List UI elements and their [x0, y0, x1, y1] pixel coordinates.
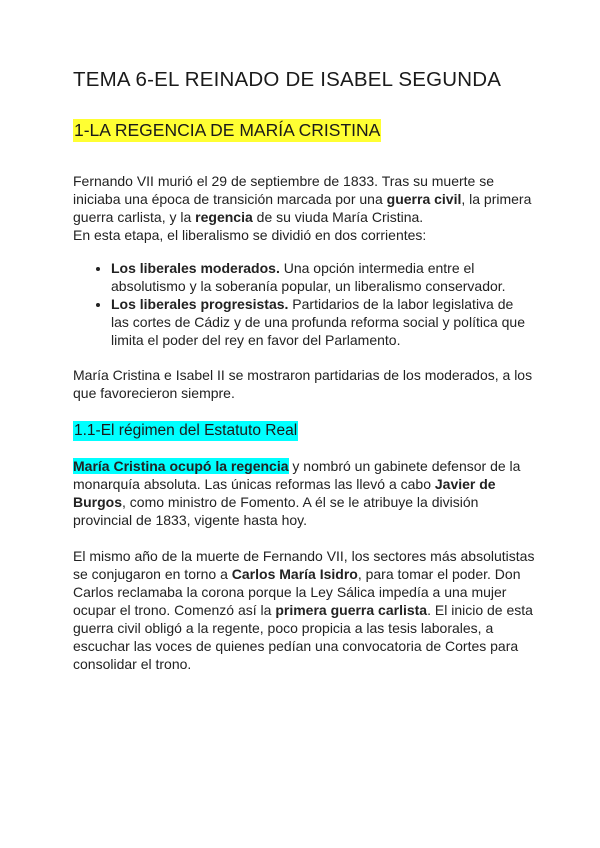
bold-regencia: regencia	[195, 209, 253, 225]
list-item	[111, 259, 535, 295]
bold-javier-de-burgos: Javier de Burgos	[73, 476, 496, 510]
bold-primera-guerra-carlista: primera guerra carlista	[275, 602, 428, 618]
liberal-currents-list	[73, 259, 535, 349]
bold-carlos-maria-isidro: Carlos María Isidro	[231, 566, 358, 582]
text-run: , para tomar el poder. Don Carlos reclamaba la corona porque la Ley Sálica impedía a una mujer ocupar el trono. Comenzó así la	[73, 566, 521, 618]
text-run: Una opción intermedia entre el absolutismo y la soberanía popular, un liberalismo conservador.	[111, 260, 506, 294]
bold-progresistas: Los liberales progresistas.	[111, 296, 289, 312]
text-run: Fernando VII murió el 29 de septiembre de 1833. Tras su muerte se iniciaba una época de transición marcada por una	[73, 173, 495, 207]
text-run: de su viuda María Cristina.	[252, 209, 424, 225]
bold-moderados: Los liberales moderados.	[111, 260, 280, 276]
bold-highlight-regencia: María Cristina ocupó la regencia	[73, 458, 289, 474]
text-run: y nombró un gabinete defensor de la monarquía absoluta. Las únicas reformas las llevó a cabo	[73, 458, 521, 492]
text-run: . El inicio de esta guerra civil obligó a la regente, poco propicia a las tesis laborales, a escuchar las voces de quienes pedían una convocatoria de Cortes para consolidar el trono.	[73, 602, 533, 672]
bold-guerra-civil: guerra civil	[386, 191, 462, 207]
text-run: El mismo año de la muerte de Fernando VII, los sectores más absolutistas se conjugaron en torno a	[73, 548, 535, 582]
paragraph-carlismo	[73, 547, 535, 673]
document-title: TEMA 6-EL REINADO DE ISABEL SEGUNDA	[73, 68, 502, 91]
list-item	[111, 295, 535, 349]
text-run: , como ministro de Fomento. A él se le atribuye la división provincial de 1833, vigente hasta hoy.	[73, 494, 479, 528]
document-page	[73, 68, 535, 673]
paragraph-intro	[73, 172, 535, 226]
paragraph-estatuto	[73, 457, 535, 529]
paragraph-partidarias: María Cristina e Isabel II se mostraron partidarias de los moderados, a los que favorecieron siempre.	[73, 367, 533, 401]
text-run: Partidarios de la labor legislativa de las cortes de Cádiz y de una profunda reforma social y política que limita el poder del rey en favor del Parlamento.	[111, 296, 526, 348]
text-run: , la primera guerra carlista, y la	[73, 191, 532, 225]
section-heading-regencia: 1-LA REGENCIA DE MARÍA CRISTINA	[74, 120, 381, 140]
paragraph-corrientes: En esta etapa, el liberalismo se dividió en dos corrientes:	[73, 227, 427, 243]
section-heading-estatuto-real: 1.1-El régimen del Estatuto Real	[74, 422, 298, 439]
